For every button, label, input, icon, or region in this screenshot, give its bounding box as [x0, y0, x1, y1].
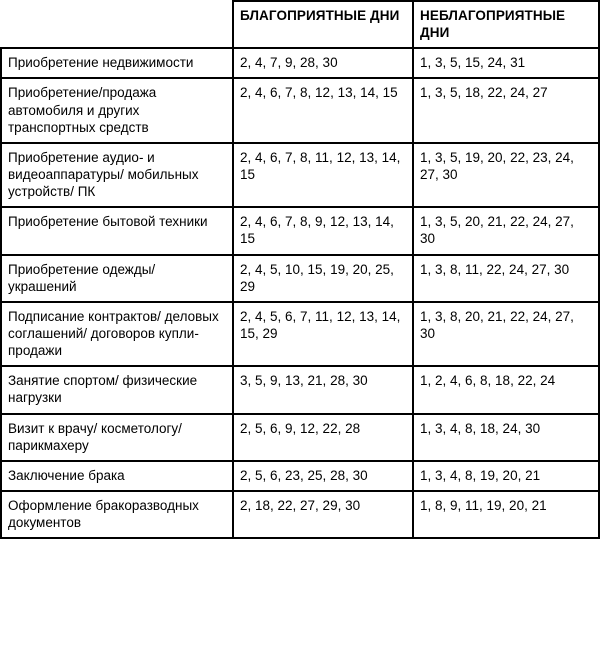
- row-favorable-days: 2, 18, 22, 27, 29, 30: [233, 491, 413, 538]
- row-label: Занятие спортом/ физические нагрузки: [1, 366, 233, 413]
- table-row: [1, 78, 599, 142]
- table-row: [1, 366, 599, 413]
- table-row: [1, 414, 599, 461]
- row-unfavorable-days: 1, 8, 9, 11, 19, 20, 21: [413, 491, 599, 538]
- header-favorable-days: БЛАГОПРИЯТНЫЕ ДНИ: [233, 1, 413, 48]
- row-label: Приобретение бытовой техники: [1, 207, 233, 254]
- row-label: Приобретение/продажа автомобиля и других транспортных средств: [1, 78, 233, 142]
- row-favorable-days: 2, 4, 5, 6, 7, 11, 12, 13, 14, 15, 29: [233, 302, 413, 366]
- row-unfavorable-days: 1, 3, 5, 18, 22, 24, 27: [413, 78, 599, 142]
- row-favorable-days: 2, 4, 6, 7, 8, 12, 13, 14, 15: [233, 78, 413, 142]
- row-unfavorable-days: 1, 3, 5, 19, 20, 22, 23, 24, 27, 30: [413, 143, 599, 207]
- header-unfavorable-days: НЕБЛАГОПРИЯТНЫЕ ДНИ: [413, 1, 599, 48]
- row-unfavorable-days: 1, 2, 4, 6, 8, 18, 22, 24: [413, 366, 599, 413]
- table-row: [1, 302, 599, 366]
- row-favorable-days: 2, 4, 5, 10, 15, 19, 20, 25, 29: [233, 255, 413, 302]
- row-favorable-days: 2, 5, 6, 23, 25, 28, 30: [233, 461, 413, 491]
- row-unfavorable-days: 1, 3, 5, 15, 24, 31: [413, 48, 599, 78]
- row-favorable-days: 2, 4, 6, 7, 8, 9, 12, 13, 14, 15: [233, 207, 413, 254]
- table-row: [1, 48, 599, 78]
- table-row: [1, 207, 599, 254]
- header-corner-empty: [1, 1, 233, 48]
- row-unfavorable-days: 1, 3, 8, 20, 21, 22, 24, 27, 30: [413, 302, 599, 366]
- table-row: [1, 255, 599, 302]
- table-row: [1, 491, 599, 538]
- row-label: Приобретение одежды/ украшений: [1, 255, 233, 302]
- row-label: Заключение брака: [1, 461, 233, 491]
- row-unfavorable-days: 1, 3, 4, 8, 19, 20, 21: [413, 461, 599, 491]
- row-favorable-days: 3, 5, 9, 13, 21, 28, 30: [233, 366, 413, 413]
- row-favorable-days: 2, 5, 6, 9, 12, 22, 28: [233, 414, 413, 461]
- row-label: Оформление бракоразводных документов: [1, 491, 233, 538]
- row-favorable-days: 2, 4, 7, 9, 28, 30: [233, 48, 413, 78]
- row-favorable-days: 2, 4, 6, 7, 8, 11, 12, 13, 14, 15: [233, 143, 413, 207]
- table-header: [1, 1, 599, 48]
- row-label: Приобретение аудио- и видеоаппаратуры/ мобильных устройств/ ПК: [1, 143, 233, 207]
- row-label: Приобретение недвижимости: [1, 48, 233, 78]
- table-row: [1, 143, 599, 207]
- row-unfavorable-days: 1, 3, 4, 8, 18, 24, 30: [413, 414, 599, 461]
- table-row: [1, 461, 599, 491]
- row-unfavorable-days: 1, 3, 8, 11, 22, 24, 27, 30: [413, 255, 599, 302]
- table-header-row: [1, 1, 599, 48]
- row-label: Подписание контрактов/ деловых соглашений/ договоров купли-продажи: [1, 302, 233, 366]
- table-body: [1, 48, 599, 538]
- row-label: Визит к врачу/ косметологу/ парикмахеру: [1, 414, 233, 461]
- row-unfavorable-days: 1, 3, 5, 20, 21, 22, 24, 27, 30: [413, 207, 599, 254]
